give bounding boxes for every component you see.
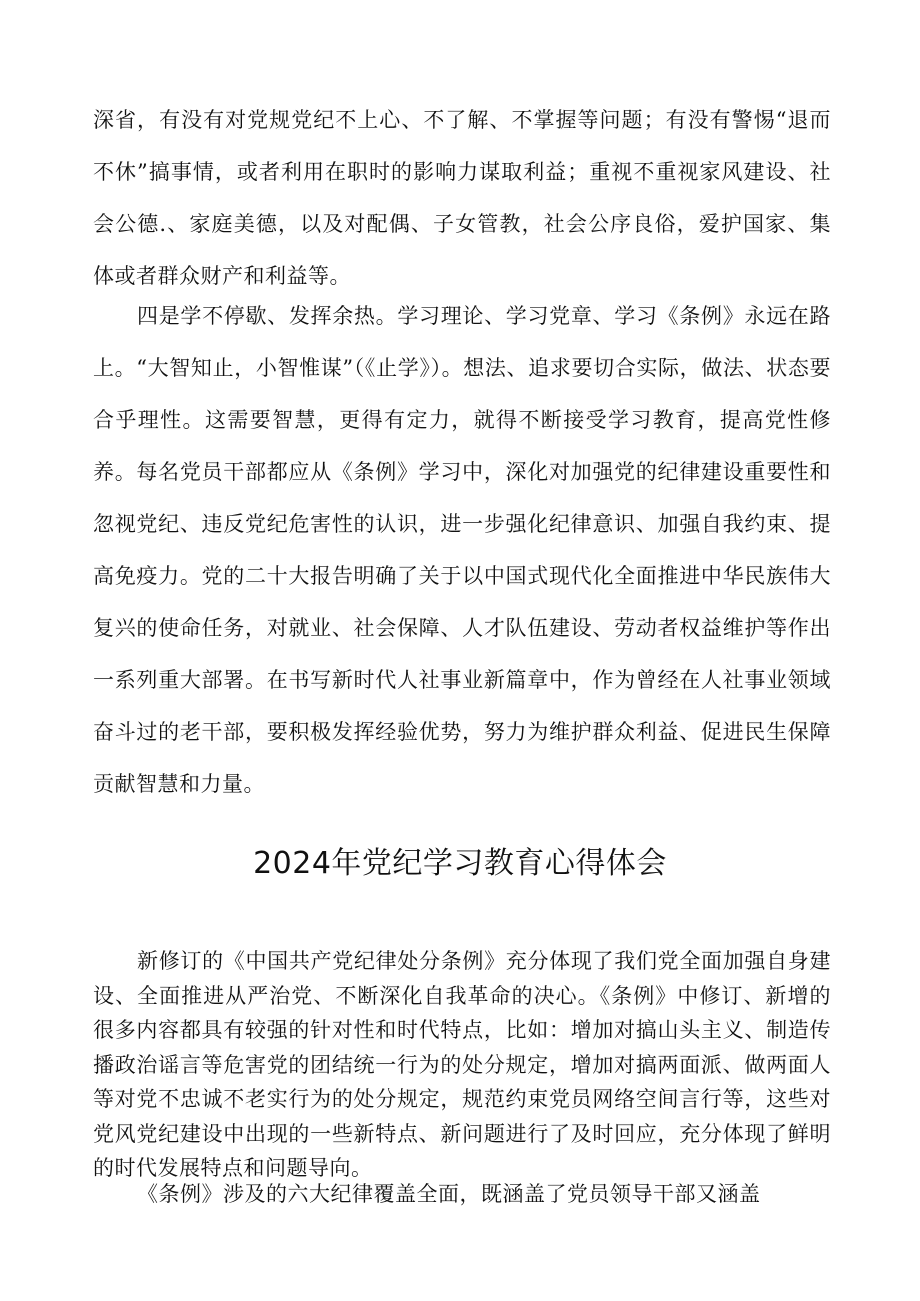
article-title: 2024年党纪学习教育心得体会 [253, 846, 667, 881]
paragraph-text: 新修订的《中国共产党纪律处分条例》充分体现了我们党全面加强自身建设、全面推进从严治党、不断深化自我革命的决心。《条例》中修订、新增的很多内容都具有较强的针对性和时代特点，比如：增加对搞山头主义、制造传播政治谣言等危害党的团结统一行为的处分规定，增加对搞两面派、做两面人等对党不忠诚不老实行为的处分规定，规范约束党员网络空间言行等，这些对党风党纪建设中出现的一些新特点、新问题进行了及时回应，充分体现了鲜明的时代发展特点和问题导向。 [93, 949, 831, 1180]
paragraph-text: 《条例》涉及的六大纪律覆盖全面，既涵盖了党员领导干部又涵盖 [137, 1182, 761, 1206]
paragraph-text: 四是学不停歇、发挥余热。学习理论、学习党章、学习《条例》永远在路上。“大智知止，小智惟谋”（《止学》）。想法、追求要切合实际，做法、状态要合乎理性。这需要智慧，更得有定力，就得不断接受学习教育，提高党性修养。每名党员干部都应从《条例》学习中，深化对加强党的纪律建设重要性和忽视党纪、违反党纪危害性的认识，进一步强化纪律意识、加强自我约束、提高免疫力。党的二十大报告明确了关于以中国式现代化全面推进中华民族伟大复兴的使命任务，对就业、社会保障、人才队伍建设、劳动者权益维护等作出一系列重大部署。在书写新时代人社事业新篇章中，作为曾经在人社事业领域奋斗过的老干部，要积极发挥经验优势，努力为维护群众利益、促进民生保障贡献智慧和力量。 [93, 304, 831, 796]
paragraph-point-four [93, 290, 831, 810]
paragraph-continued [93, 94, 831, 302]
paragraph-regulation [93, 1177, 831, 1212]
paragraph-text: 深省，有没有对党规党纪不上心、不了解、不掌握等问题；有没有警惕“退而不休”搞事情，或者利用在职时的影响力谋取利益；重视不重视家风建设、社会公德.、家庭美德，以及对配偶、子女管教，社会公序良俗，爱护国家、集体或者群众财产和利益等。 [93, 108, 831, 288]
paragraph-intro [93, 944, 831, 1186]
